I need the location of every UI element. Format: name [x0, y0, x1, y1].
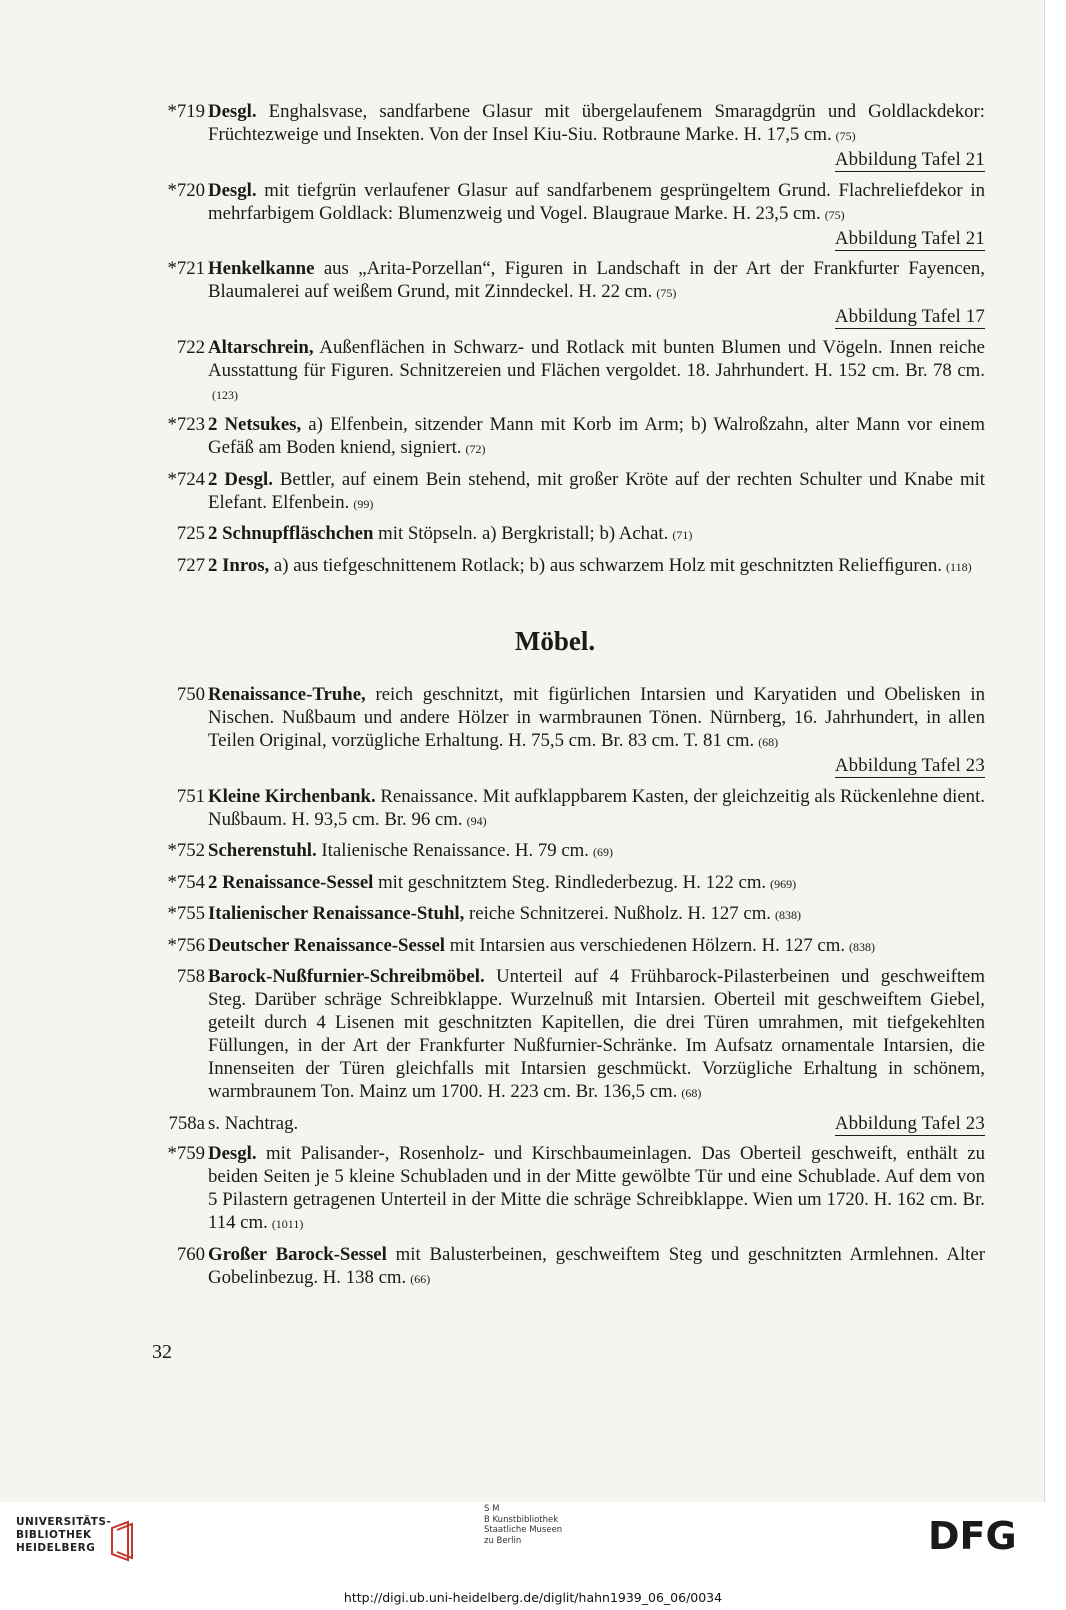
- entry-reference: (123): [212, 387, 238, 402]
- entry-body: [208, 872, 796, 893]
- catalog-entry: [150, 257, 985, 329]
- entry-title: Großer Barock-Sessel: [208, 1243, 387, 1265]
- entry-title: 2 Inros,: [208, 554, 270, 576]
- entry-description: Unterteil auf 4 Frühbarock-Pilasterbeinen und geschweiftem Steg. Darüber schräge Schreibklappe. Wurzelnuß mit Intarsien. Oberteil mit geschweiftem Giebel, geteilt durch 4 Lisenen mit geschnitzten Kapitellen, die drei Türen umrahmen, mit tiefgekehlten Füllungen, in der Art der Frankfurter Nußfurnier-Schränke. Im Aufsatz ornamentale Intarsien, die Innenseiten der Türen gleichfalls mit Intarsien geschmückt. Vorzügliche Erhaltung in schönem, warmbraunem Ton. Mainz um 1700. H. 223 cm. Br. 136,5 cm.: [208, 966, 985, 1102]
- catalog-entry: [150, 468, 985, 516]
- lot-number: 758a: [168, 1112, 205, 1134]
- catalog-entry: [150, 839, 985, 864]
- page-number: 32: [152, 1341, 172, 1363]
- catalog-entry: [150, 179, 985, 251]
- entry-title: 2 Desgl.: [208, 468, 273, 490]
- entry-title: Deutscher Renaissance-Sessel: [208, 934, 446, 956]
- catalog-entry: [150, 554, 985, 579]
- entry-title: Barock-Nußfurnier-Schreibmöbel.: [208, 966, 485, 987]
- entry-body: [208, 555, 972, 576]
- entry-body: [208, 469, 985, 513]
- entry-title: 2 Renaissance-Sessel: [208, 871, 374, 893]
- entry-reference: (75): [824, 207, 845, 222]
- catalog-entry: [150, 785, 985, 833]
- entry-reference: (72): [465, 442, 486, 456]
- entry-reference: (68): [758, 735, 779, 749]
- entry-reference: (71): [672, 528, 693, 542]
- lot-number: *721: [167, 258, 205, 279]
- entry-description: a) Elfenbein, sitzender Mann mit Korb im Arm; b) Walroßzahn, alter Mann vor einem Gefäß am Boden kniend, signiert.: [208, 414, 985, 458]
- catalog-entry: [150, 522, 985, 547]
- entry-reference: (99): [353, 496, 374, 511]
- entry-body: [208, 414, 985, 458]
- lot-number: *754: [167, 871, 205, 893]
- entry-title: Henkelkanne: [208, 258, 315, 279]
- catalog-entry: [150, 683, 985, 778]
- catalog-entry: [150, 1112, 985, 1136]
- entry-body: [208, 101, 985, 145]
- entry-body: [208, 786, 985, 830]
- lot-number: 760: [176, 1243, 205, 1265]
- entry-body: [208, 935, 875, 956]
- plate-reference: Abbildung Tafel 23: [834, 1112, 985, 1134]
- entry-title: Altarschrein,: [208, 336, 314, 358]
- permalink-url[interactable]: http://digi.ub.uni-heidelberg.de/diglit/hahn1939_06_06/0034: [343, 1590, 723, 1605]
- catalog-entry: [150, 965, 985, 1105]
- entry-title: 2 Schnupffläschchen: [208, 523, 374, 544]
- lot-number: *759: [167, 1143, 205, 1164]
- entry-body: [208, 1244, 985, 1288]
- catalog-entry: [150, 413, 985, 461]
- entry-body: [208, 180, 985, 224]
- entry-title: 2 Netsukes,: [208, 414, 302, 435]
- catalog-entry: [150, 902, 985, 927]
- entry-description: Außenflächen in Schwarz- und Rotlack mit bunten Blumen und Vögeln. Innen reiche Ausstattung für Figuren. Schnitzereien und Flächen vergoldet. 18. Jahrhundert. H. 152 cm. Br. 78 cm.: [208, 336, 985, 381]
- plate-reference-row: [208, 754, 985, 778]
- entry-title: Desgl.: [208, 1143, 257, 1164]
- entry-description: mit Intarsien aus verschiedenen Hölzern. H. 127 cm.: [445, 934, 846, 956]
- lot-number: *723: [167, 414, 205, 435]
- kb-logo-line: zu Berlin: [484, 1535, 522, 1546]
- lot-number: *755: [167, 903, 205, 924]
- entry-body: [208, 840, 613, 861]
- kb-logo-line: S M: [484, 1504, 500, 1514]
- catalog-entries-bottom: [150, 683, 985, 1297]
- entry-title: Desgl.: [208, 101, 257, 122]
- catalog-entry: [150, 934, 985, 959]
- plate-reference: Abbildung Tafel 21: [834, 227, 985, 249]
- lot-number: *724: [167, 468, 205, 490]
- entry-body: [208, 523, 692, 544]
- entry-body: [208, 966, 985, 1102]
- plate-reference-row: [208, 1112, 985, 1136]
- entry-body: [208, 1113, 298, 1134]
- catalog-entry: [150, 1243, 985, 1291]
- uni-logo-line: BIBLIOTHEK: [16, 1529, 92, 1541]
- entry-reference: (1011): [271, 1217, 304, 1231]
- plate-reference-row: [208, 305, 985, 329]
- entry-description: mit Stöpseln. a) Bergkristall; b) Achat.: [373, 523, 669, 544]
- plate-reference: Abbildung Tafel 23: [834, 755, 985, 776]
- section-title: Möbel.: [514, 626, 596, 656]
- library-emblem-icon: [108, 1520, 138, 1562]
- lot-number: *756: [167, 934, 205, 956]
- lot-number: 727: [176, 554, 205, 576]
- entry-title: Renaissance-Truhe,: [208, 684, 366, 705]
- entry-description: mit tiefgrün verlaufener Glasur auf sandfarbenem gesprüngeltem Grund. Flachreliefdekor in mehrfarbigem Goldlack: Blumenzweig und Vogel. Blaugraue Marke. H. 23,5 cm.: [208, 179, 985, 224]
- entry-description: mit Palisander-, Rosenholz- und Kirschbaumeinlagen. Das Oberteil geschweift, enthält zu beiden Seiten je 5 kleine Schubladen und in der Mitte gewölbte Tür und eine Schublade. Auf dem von 5 Pilastern getragenen Unterteil in der Mitte die schräge Schreibklappe. Wien um 1720. H. 162 cm. Br. 114 cm.: [208, 1143, 985, 1233]
- entry-reference: (66): [410, 1271, 431, 1286]
- entry-title: Desgl.: [208, 179, 257, 201]
- university-library-logo[interactable]: [16, 1516, 136, 1576]
- entry-description: aus „Arita-Porzellan“, Figuren in Landschaft in der Art der Frankfurter Fayencen, Blaumalerei auf weißem Grund, mit Zinndeckel. H. 22 cm.: [208, 258, 985, 302]
- entry-reference: (838): [849, 939, 876, 954]
- entry-title: Scherenstuhl.: [208, 840, 317, 861]
- kb-logo-line: Staatliche Museen: [484, 1525, 563, 1535]
- lot-number: *720: [167, 179, 205, 201]
- kunstbibliothek-logo[interactable]: [484, 1504, 624, 1546]
- entry-description: mit geschnitztem Steg. Rindlederbezug. H. 122 cm.: [373, 871, 767, 893]
- entry-title: Kleine Kirchenbank.: [208, 785, 376, 807]
- lot-number: *752: [167, 840, 205, 861]
- entry-body: [208, 903, 801, 924]
- entry-reference: (75): [656, 286, 677, 300]
- entry-reference: (94): [466, 813, 487, 828]
- uni-logo-line: UNIVERSITÄTS-: [16, 1516, 112, 1528]
- dfg-logo-text: DFG: [928, 1516, 1017, 1554]
- entry-reference: (69): [592, 845, 613, 859]
- entry-description: mit Balusterbeinen, geschweiftem Steg und geschnitzten Armlehnen. Alter Gobelinbezug. H. 138 cm.: [208, 1243, 985, 1288]
- lot-number: *719: [167, 101, 205, 122]
- entry-body: [208, 337, 985, 404]
- catalog-entries-top: [150, 100, 985, 585]
- uni-logo-line: HEIDELBERG: [16, 1542, 96, 1554]
- entry-description: reiche Schnitzerei. Nußholz. H. 127 cm.: [464, 903, 772, 924]
- entry-body: [208, 1143, 985, 1233]
- entry-description: Enghalsvase, sandfarbene Glasur mit übergelaufenem Smaragdgrün und Goldlackdekor: Früchtezweige und Insekten. Von der Insel Kiu-Siu. Rotbraune Marke. H. 17,5 cm.: [208, 101, 985, 145]
- catalog-entry: [150, 100, 985, 172]
- lot-number: 725: [176, 523, 205, 544]
- entry-reference: (75): [835, 129, 856, 143]
- catalog-entry: [150, 871, 985, 896]
- entry-description: Renaissance. Mit aufklappbarem Kasten, der gleichzeitig als Rückenlehne dient. Nußbaum. H. 93,5 cm. Br. 96 cm.: [208, 785, 985, 830]
- lot-number: 722: [176, 336, 205, 358]
- plate-reference-row: [208, 148, 985, 172]
- entry-title: Italienischer Renaissance-Stuhl,: [208, 903, 465, 924]
- entry-body: [208, 684, 985, 751]
- entry-reference: (68): [681, 1086, 702, 1100]
- plate-reference-row: [208, 227, 985, 251]
- catalog-entry: [150, 336, 985, 407]
- lot-number: 750: [176, 684, 205, 705]
- entry-body: [208, 258, 985, 302]
- plate-reference: Abbildung Tafel 17: [834, 306, 985, 327]
- catalog-entry: [150, 1142, 985, 1236]
- lot-number: 751: [176, 785, 205, 807]
- entry-description: s. Nachtrag.: [208, 1112, 299, 1134]
- plate-reference: Abbildung Tafel 21: [834, 149, 985, 170]
- entry-description: Italienische Renaissance. H. 79 cm.: [316, 840, 589, 861]
- entry-description: a) aus tiefgeschnittenem Rotlack; b) aus schwarzem Holz mit geschnitzten Reliefﬁguren.: [269, 554, 943, 576]
- entry-description: reich geschnitzt, mit figürlichen Intarsien und Karyatiden und Obelisken in Nischen. Nußbaum und andere Hölzer in warmbraunen Tönen. Nürnberg, 16. Jahrhundert, in allen Teilen Original, vorzügliche Erhaltung. H. 75,5 cm. Br. 83 cm. T. 81 cm.: [208, 684, 985, 751]
- entry-reference: (969): [770, 876, 797, 891]
- lot-number: 758: [176, 966, 205, 987]
- entry-description: Bettler, auf einem Bein stehend, mit großer Kröte auf der rechten Schulter und Knabe mit Elefant. Elfenbein.: [208, 468, 985, 513]
- entry-reference: (838): [775, 908, 802, 922]
- dfg-logo[interactable]: [928, 1516, 1028, 1554]
- entry-reference: (118): [946, 559, 972, 574]
- kb-logo-line: B Kunstbibliothek: [484, 1514, 559, 1525]
